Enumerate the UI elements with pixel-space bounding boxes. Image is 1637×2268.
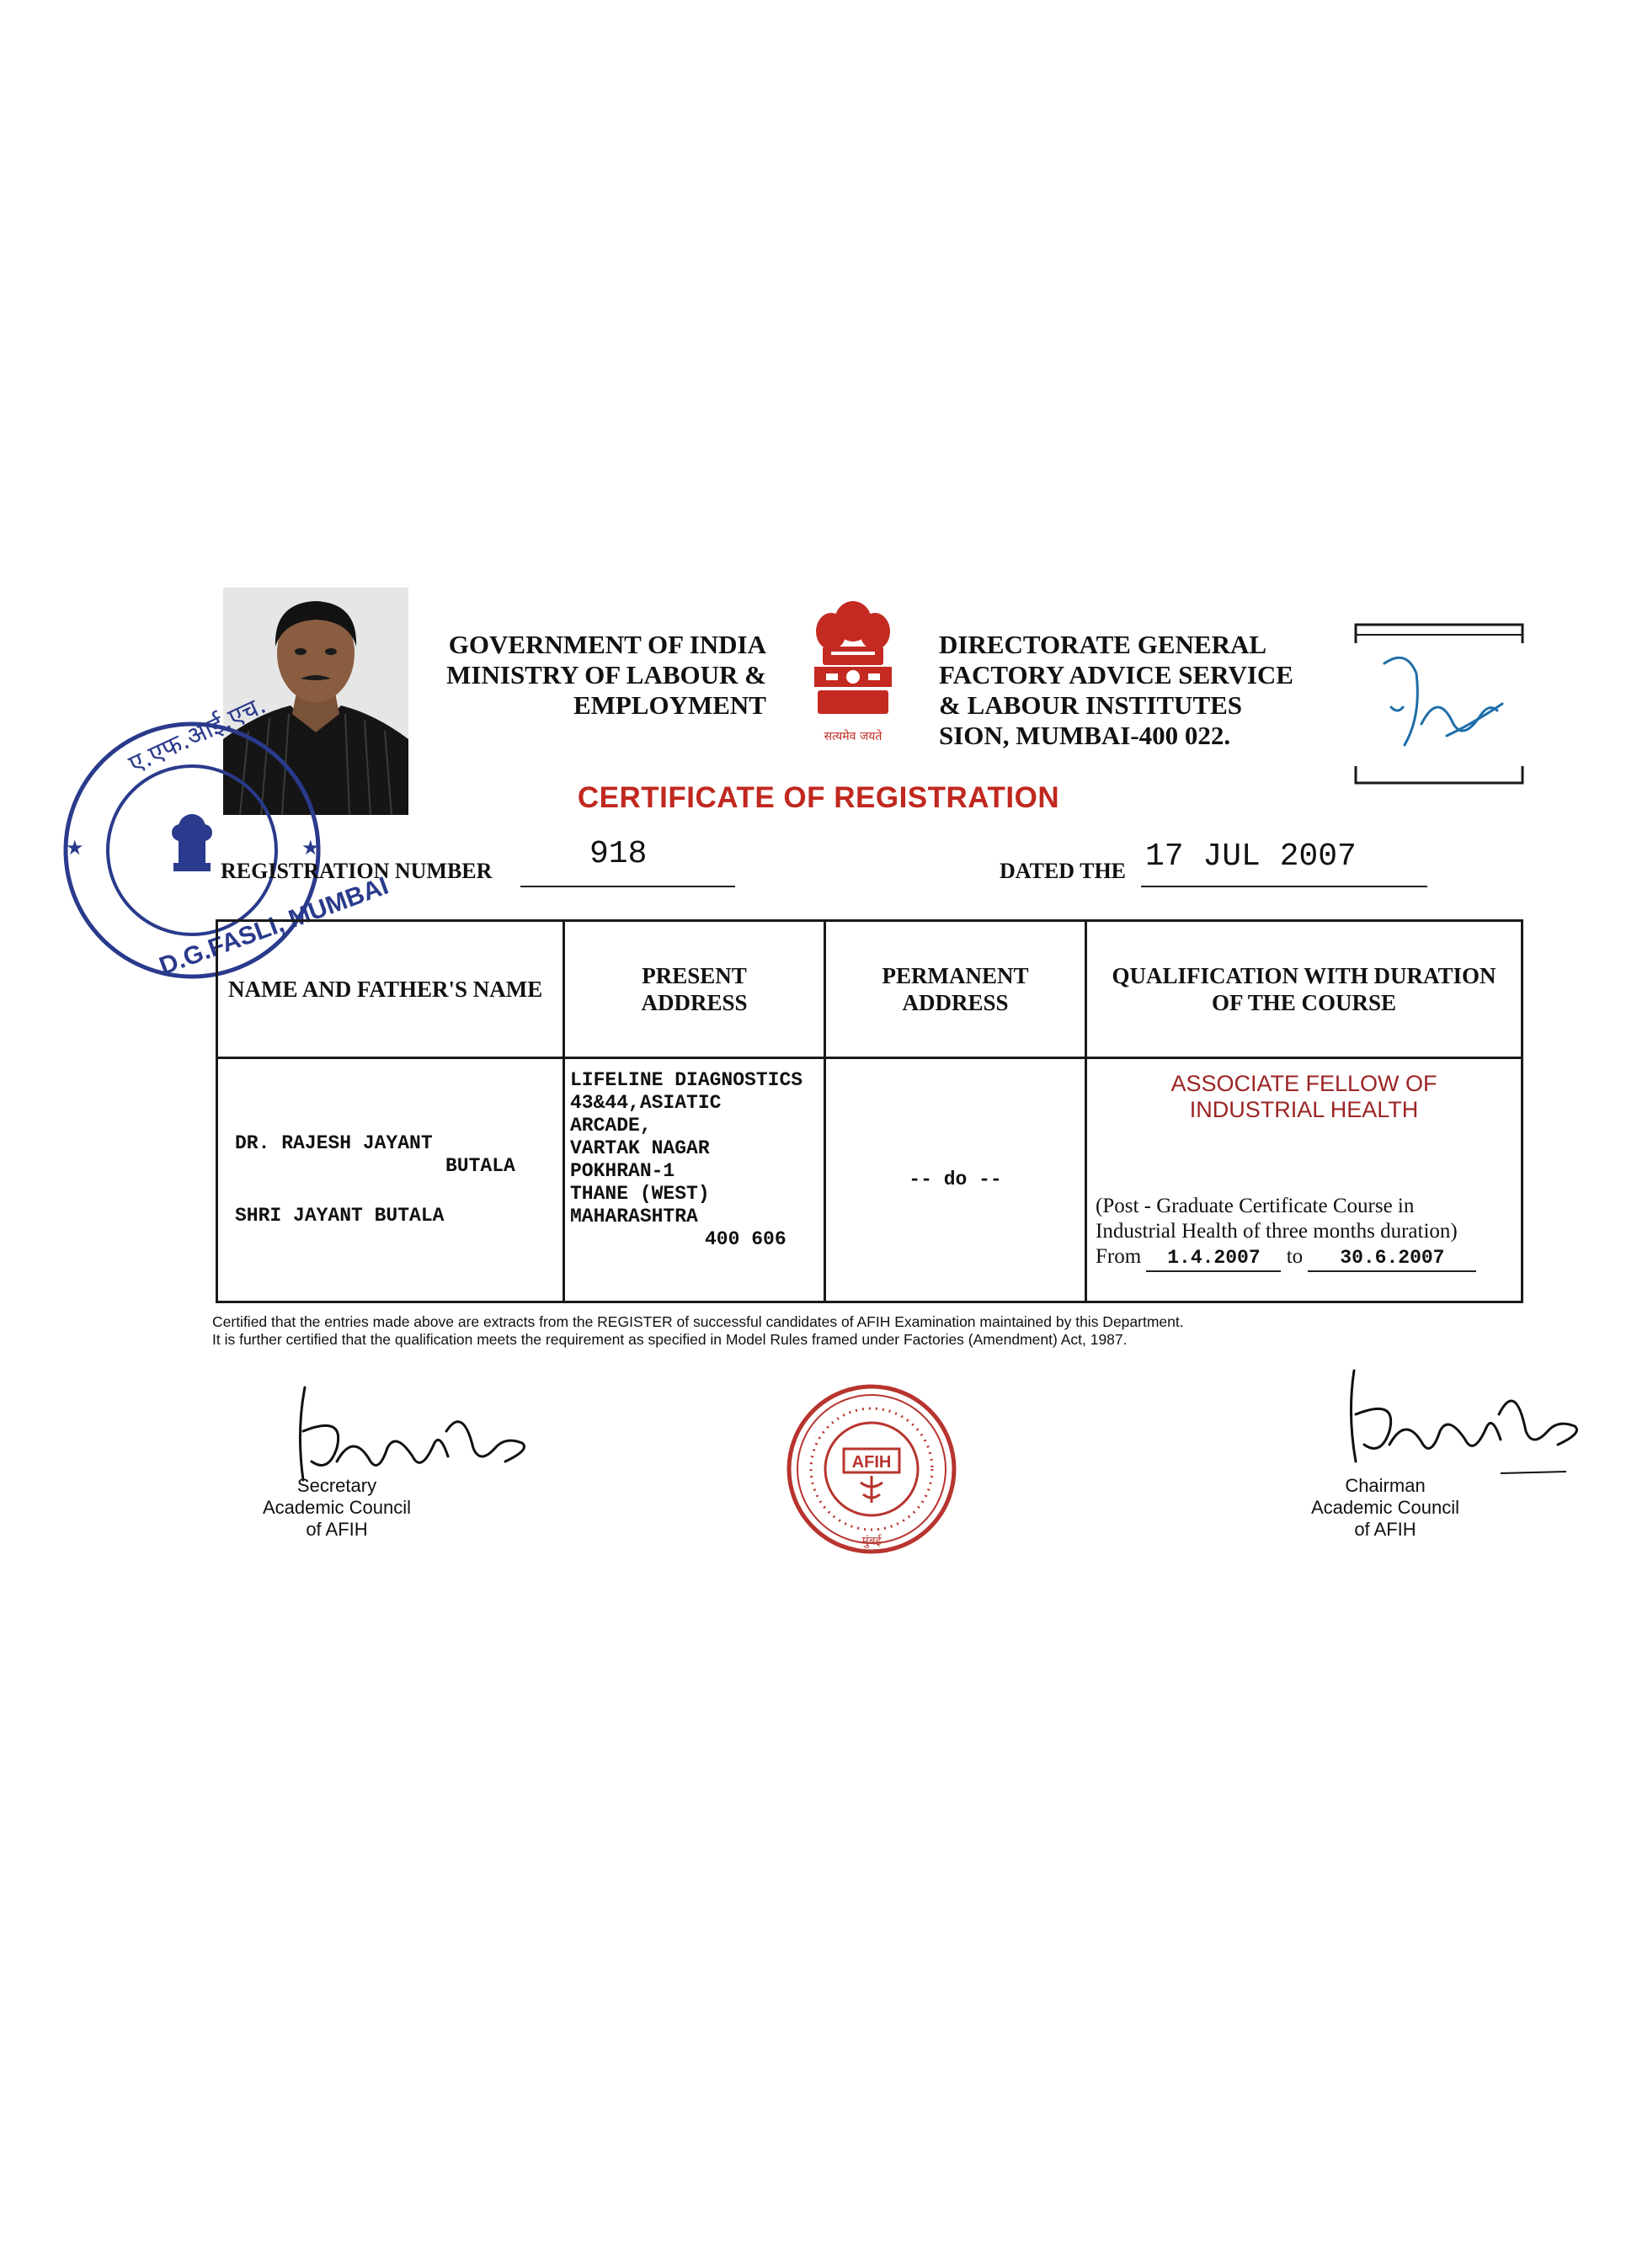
header-left-line-3: EMPLOYMENT [573,690,766,720]
certification-notes [212,1313,1184,1349]
svg-text:★: ★ [301,836,320,860]
left-signatory-line-2: Academic Council [262,1497,412,1518]
note-line-1: Certified that the entries made above are extracts from the REGISTER of successful candidates of AFIH Examination maintained by this Department. [212,1313,1184,1330]
header-right [939,630,1377,751]
address-line-7: MAHARASHTRA [570,1206,698,1227]
chairman-signature [1322,1364,1592,1486]
emblem-motto: सत्यमेव जयते [824,730,882,743]
to-date: 30.6.2007 [1308,1245,1476,1272]
from-label: From [1096,1245,1142,1268]
present-address [570,1069,824,1251]
date-value: 17 JUL 2007 [1145,839,1357,875]
address-line-5: POKHRAN-1 [570,1160,675,1182]
address-line-4: VARTAK NAGAR [570,1137,710,1159]
left-signatory [244,1475,429,1541]
header-qualification-line-2: OF THE COURSE [1211,990,1397,1015]
candidate-name [218,1132,563,1227]
header-name: NAME AND FATHER'S NAME [217,921,564,1058]
national-emblem-icon [806,596,900,722]
left-signatory-line-1: Secretary [296,1475,377,1496]
header-left-line-1: GOVERNMENT OF INDIA [448,630,766,659]
qualification-desc-line-1: (Post - Graduate Certificate Course in [1096,1195,1415,1217]
right-signatory-line-2: Academic Council [1310,1497,1460,1518]
father-name: SHRI JAYANT BUTALA [235,1205,445,1227]
header-left [396,630,766,721]
note-line-2: It is further certified that the qualification meets the requirement as specified in Model Rules framed under Factories (Amendment) Act, 1987. [212,1331,1128,1348]
header-right-line-1: DIRECTORATE GENERAL [939,630,1267,659]
address-line-6: THANE (WEST) [570,1183,710,1205]
qualification-title [1096,1071,1512,1123]
header-right-line-4: SION, MUMBAI-400 022. [939,721,1231,750]
registration-number-underline [520,886,735,887]
header-right-line-2: FACTORY ADVICE SERVICE [939,660,1293,689]
from-date: 1.4.2007 [1146,1245,1281,1272]
header-present-address-line-2: ADDRESS [641,990,748,1015]
address-line-3: ARCADE, [570,1115,652,1137]
header-qualification-line-1: QUALIFICATION WITH DURATION [1112,963,1496,988]
registration-table [216,919,1523,1303]
header-permanent-address-line-2: ADDRESS [902,990,1009,1015]
qualification-description [1096,1194,1512,1272]
svg-text:ए.एफ.आई.एच.: ए.एफ.आई.एच. [124,689,271,780]
svg-text:★: ★ [66,836,84,860]
registration-number-value: 918 [589,836,648,872]
national-emblem [806,596,900,743]
address-line-8: 400 606 [705,1228,787,1250]
table-header-row [217,921,1522,1058]
cell-qualification [1086,1058,1522,1302]
date-label: DATED THE [1000,859,1127,883]
svg-text:D.G.FASLI, MUMBAI: D.G.FASLI, MUMBAI [155,871,392,981]
right-signatory-line-1: Chairman [1345,1475,1426,1496]
cell-name [217,1058,564,1302]
seal-bottom-text: मुंबई [861,1535,882,1548]
course-duration [1096,1244,1512,1272]
afih-seal [783,1383,960,1560]
header-present-address [564,921,825,1058]
header-qualification [1086,921,1522,1058]
registration-number-label: REGISTRATION NUMBER [221,859,493,883]
signature-box [1354,623,1527,791]
address-line-1: LIFELINE DIAGNOSTICS [570,1069,803,1091]
header-permanent-address [825,921,1086,1058]
date-underline [1141,886,1427,887]
qualification-title-line-2: INDUSTRIAL HEALTH [1189,1097,1419,1122]
left-signatory-line-3: of AFIH [306,1519,368,1540]
header-right-line-3: & LABOUR INSTITUTES [939,690,1243,720]
seal-center-text: AFIH [851,1453,892,1472]
address-line-2: 43&44,ASIATIC [570,1092,722,1114]
right-signatory [1293,1475,1478,1541]
qualification-title-line-1: ASSOCIATE FELLOW OF [1170,1071,1437,1096]
header-present-address-line-1: PRESENT [642,963,747,988]
certificate-title: CERTIFICATE OF REGISTRATION [577,781,1060,814]
to-label: to [1286,1245,1304,1268]
header-left-line-2: MINISTRY OF LABOUR & [446,660,766,689]
right-signatory-line-3: of AFIH [1354,1519,1416,1540]
permanent-address: -- do -- [909,1169,1002,1190]
table-row [217,1058,1522,1302]
cell-permanent-address [825,1058,1086,1302]
cell-present-address [564,1058,825,1302]
candidate-name-line-2: BUTALA [445,1155,515,1177]
qualification-desc-line-2: Industrial Health of three months duration) [1096,1220,1458,1243]
candidate-name-line-1: DR. RAJESH JAYANT [235,1132,433,1154]
header-permanent-address-line-1: PERMANENT [882,963,1029,988]
